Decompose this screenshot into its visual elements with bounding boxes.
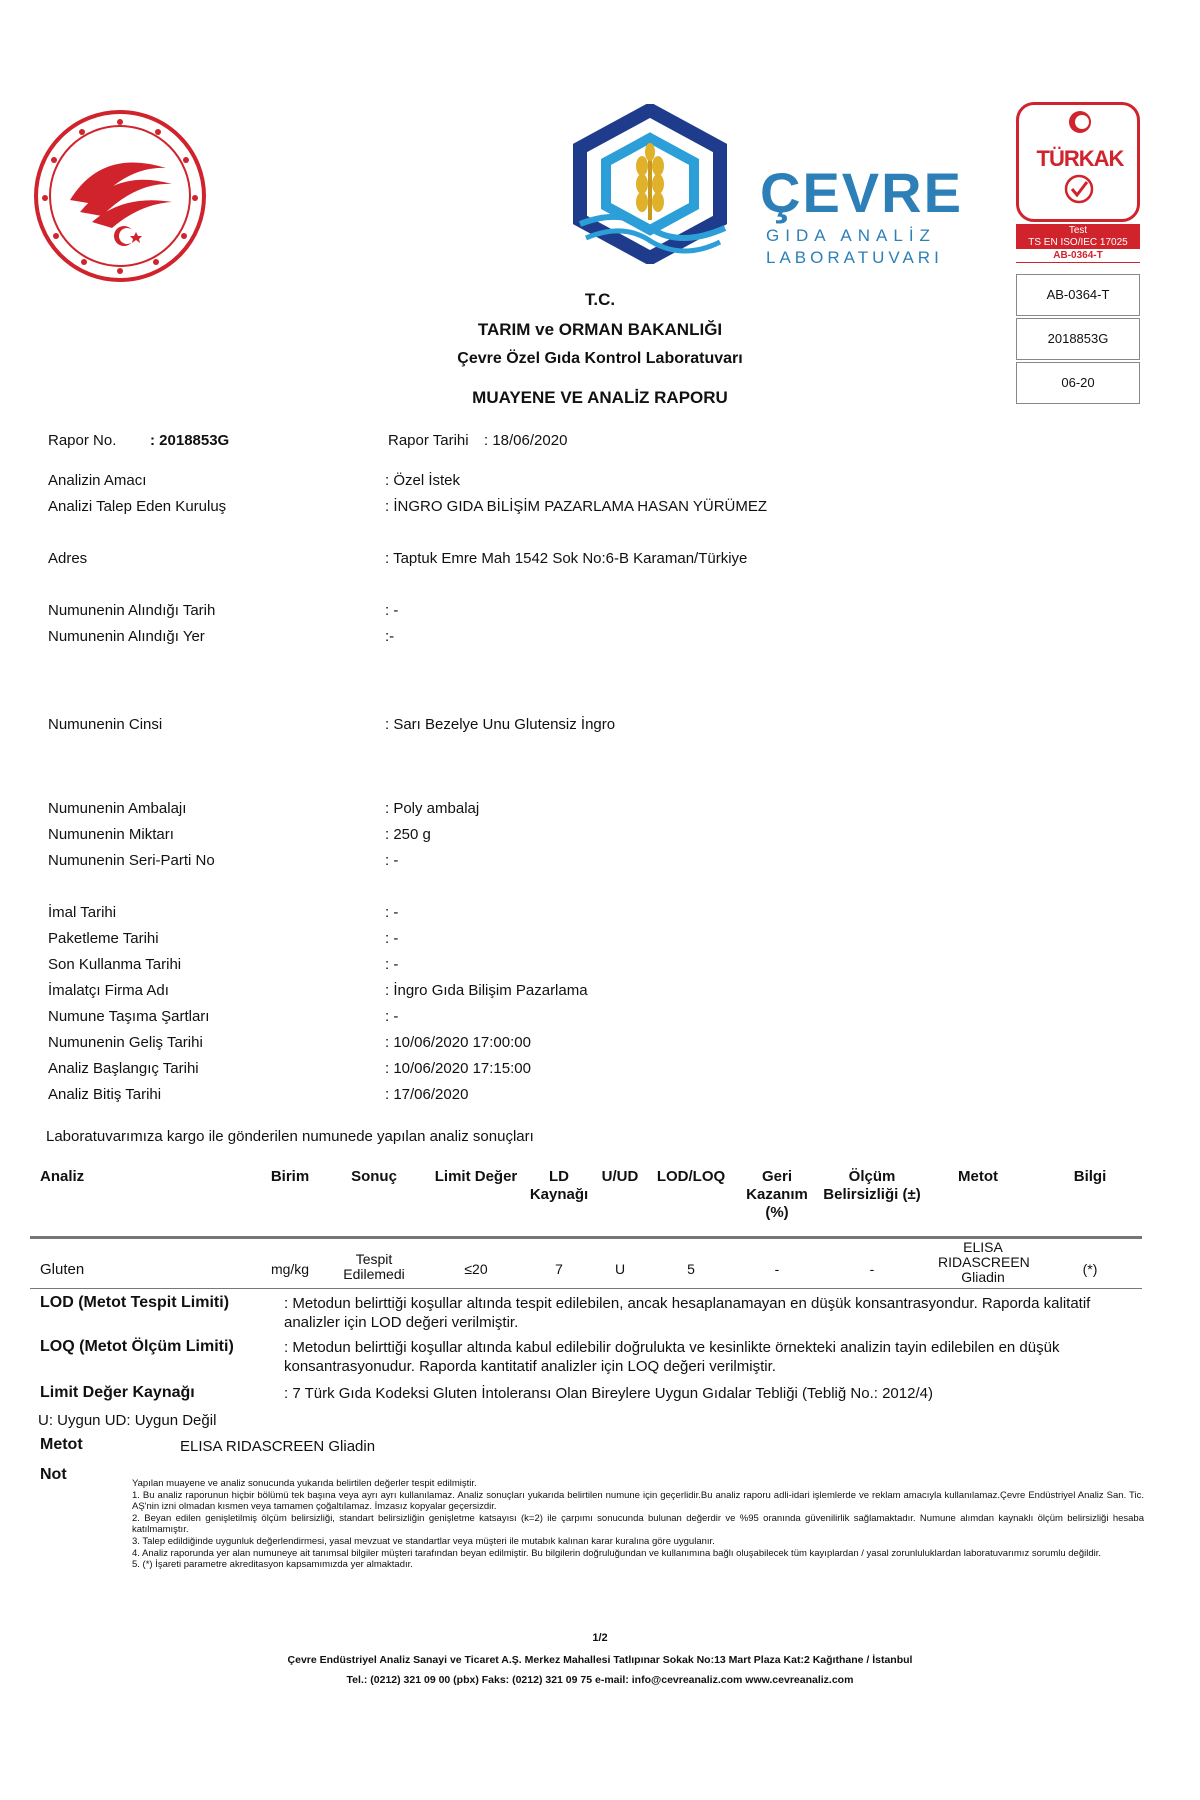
- field-label: Analiz Başlangıç Tarihi: [48, 1060, 199, 1077]
- field-value: : -: [385, 602, 399, 619]
- table-cell: 7: [555, 1261, 563, 1277]
- report-no-value: : 2018853G: [150, 432, 230, 449]
- field-value: : İngro Gıda Bilişim Pazarlama: [385, 982, 588, 999]
- turkak-crescent-icon: [1068, 110, 1092, 134]
- header-tc: T.C.: [584, 290, 616, 309]
- table-cell: -: [774, 1261, 780, 1277]
- turkak-strip-code: AB-0364-T: [1016, 249, 1140, 262]
- note-item: 2. Beyan edilen genişletilmiş ölçüm belirsizliği, standart belirsizliğin genişletme katsayısı (k=2) ile çarpımı sonucunda bulunan değerdir ve %95 oranında güvenilirlik sağlamaktadır. Numune alımdan kaynaklı ölçüm belirsizliği hesaba katılmamıştır.: [132, 1512, 1144, 1536]
- note-item: 1. Bu analiz raporunun hiçbir bölümü tek başına veya ayrı ayrı kullanılamaz. Analiz sonuçları yukarıda belirtilen numune için geçerlidir.Bu analiz raporu adli-idari işlemlerde ve reklam amacıyla kullanılamaz.Çevre Endüstriyel Analiz San. Tic. AŞ'nin izni olmadan kısmen veya tamamen çoğaltılamaz. İmzasız kopyalar geçersizdir.: [132, 1489, 1144, 1513]
- turkak-standard-strip: [1016, 224, 1140, 263]
- field-value: : 17/06/2020: [385, 1086, 469, 1103]
- field-value: : -: [385, 956, 399, 973]
- table-cell: U: [614, 1261, 626, 1277]
- field-label: Adres: [48, 550, 88, 567]
- field-label: Numune Taşıma Şartları: [48, 1008, 210, 1025]
- field-label: Son Kullanma Tarihi: [48, 956, 182, 973]
- table-header: Limit Değer: [434, 1168, 518, 1185]
- limit-source-label: Limit Değer Kaynağı: [40, 1384, 195, 1401]
- field-value: : -: [385, 904, 399, 921]
- loq-label: LOQ (Metot Ölçüm Limiti): [40, 1338, 234, 1355]
- table-header: U/UD: [601, 1168, 639, 1185]
- field-label: Numunenin Alındığı Tarih: [48, 602, 216, 619]
- field-value: : 10/06/2020 17:00:00: [385, 1034, 531, 1051]
- table-header: Analiz: [40, 1168, 85, 1185]
- header-ministry: TARIM ve ORMAN BAKANLIĞI: [477, 320, 723, 339]
- field-label: Numunenin Geliş Tarihi: [48, 1034, 203, 1051]
- field-value: : -: [385, 1008, 399, 1025]
- field-label: Analizin Amacı: [48, 472, 147, 489]
- limit-source-text: : 7 Türk Gıda Kodeksi Gluten İntoleransı Olan Bireylere Uygun Gıdalar Tebliği (Tebliğ No.: 2012/4): [284, 1385, 933, 1402]
- table-cell: Tespit Edilemedi: [343, 1251, 405, 1282]
- note-item: 3. Talep edildiğinde uygunluk değerlendirmesi, yasal mevzuat ve standartlar veya müşteri ile mutabık kalınan karar kuralına göre uygulanır.: [132, 1535, 715, 1547]
- report-date-value: : 18/06/2020: [484, 432, 568, 449]
- table-cell: (*): [1082, 1261, 1098, 1277]
- field-label: İmal Tarihi: [48, 904, 117, 921]
- accreditation-cell: 2018853G: [1016, 318, 1140, 360]
- field-value: : İNGRO GIDA BİLİŞİM PAZARLAMA HASAN YÜRÜMEZ: [385, 498, 768, 515]
- field-value: : Özel İstek: [385, 472, 461, 489]
- cevre-subtitle-2: LABORATUVARI: [766, 248, 943, 267]
- table-header: Geri Kazanım (%): [746, 1168, 808, 1221]
- field-value: : Sarı Bezelye Unu Glutensiz İngro: [385, 716, 616, 733]
- report-no-label: Rapor No.: [48, 432, 117, 449]
- field-label: Analizi Talep Eden Kuruluş: [48, 498, 227, 515]
- accreditation-cell: AB-0364-T: [1016, 274, 1140, 316]
- note-item: 4. Analiz raporunda yer alan numuneye ait tanımsal bilgiler müşteri tarafından beyan edilmiştir. Bu bilgilerin doğruluğundan ve kullanımına bağlı oluşabilecek tüm kayıplardan / yasal zorunluluklardan laboratuvarımız sorumlu değildir.: [132, 1547, 1102, 1559]
- table-row-rule: [30, 1288, 1142, 1289]
- checkmark-icon: [1064, 174, 1094, 204]
- note-label: Not: [40, 1466, 67, 1483]
- turkak-title: TÜRKAK: [1036, 146, 1124, 171]
- table-cell: mg/kg: [270, 1261, 310, 1277]
- page-title: MUAYENE VE ANALİZ RAPORU: [472, 388, 728, 407]
- page-number: 1/2: [592, 1632, 608, 1644]
- accreditation-cell: 06-20: [1016, 362, 1140, 404]
- lod-text: : Metodun belirttiği koşullar altında tespit edilebilen, ancak hesaplanamayan en düşük konsantrasyondur. Raporda kalitatif analizler için LOD değeri verilmiştir.: [284, 1295, 1091, 1331]
- ministry-seal-icon: [32, 108, 208, 284]
- footer-company: Çevre Endüstriyel Analiz Sanayi ve Ticaret A.Ş. Merkez Mahallesi Tatlıpınar Sokak No:13 Mart Plaza Kat:2 Kağıthane / İstanbul: [287, 1654, 913, 1666]
- table-header: Metot: [958, 1168, 998, 1185]
- cevre-brand-name: ÇEVRE: [760, 161, 963, 224]
- field-label: Numunenin Alındığı Yer: [48, 628, 205, 645]
- cevre-wheat-logo-icon: [560, 104, 740, 264]
- header-lab: Çevre Özel Gıda Kontrol Laboratuvarı: [457, 350, 743, 367]
- field-value: : -: [385, 852, 399, 869]
- note-item: Yapılan muayene ve analiz sonucunda yukarıda belirtilen değerler tespit edilmiştir.: [132, 1478, 477, 1489]
- table-header: Bilgi: [1073, 1168, 1107, 1185]
- field-value: : Poly ambalaj: [385, 800, 480, 817]
- field-value: : -: [385, 930, 399, 947]
- method-value: ELISA RIDASCREEN Gliadin: [180, 1438, 376, 1455]
- cevre-subtitle-1: GIDA ANALİZ: [766, 226, 936, 245]
- field-label: Analiz Bitiş Tarihi: [48, 1086, 162, 1103]
- table-header: LD Kaynağı: [529, 1168, 589, 1203]
- field-label: Paketleme Tarihi: [48, 930, 159, 947]
- legend-text: U: Uygun UD: Uygun Değil: [38, 1412, 217, 1429]
- table-cell: Gluten: [40, 1261, 85, 1278]
- table-header: Sonuç: [351, 1168, 397, 1185]
- method-label: Metot: [40, 1436, 83, 1453]
- table-cell: ≤20: [464, 1261, 488, 1277]
- field-value: :-: [385, 628, 395, 645]
- field-label: Numunenin Seri-Parti No: [48, 852, 215, 869]
- table-header: Ölçüm Belirsizliği (±): [823, 1168, 921, 1203]
- field-label: Numunenin Miktarı: [48, 826, 174, 843]
- results-intro: Laboratuvarımıza kargo ile gönderilen numunede yapılan analiz sonuçları: [46, 1128, 534, 1145]
- field-value: : Taptuk Emre Mah 1542 Sok No:6-B Karaman/Türkiye: [385, 550, 748, 567]
- table-cell: ELISA RIDASCREEN Gliadin: [938, 1239, 1030, 1285]
- field-label: Numunenin Ambalajı: [48, 800, 187, 817]
- loq-text: : Metodun belirttiği koşullar altında kabul edilebilir doğrulukta ve kesinlikte örnekteki analizin tayin edilebilen en düşük konsantrasyonudur. Raporda kantitatif analizler için LOQ değeri verilmiştir.: [284, 1339, 1060, 1375]
- field-label: Numunenin Cinsi: [48, 716, 163, 733]
- field-value: : 250 g: [385, 826, 431, 843]
- note-item: 5. (*) İşareti parametre akreditasyon kapsamımızda yer almaktadır.: [132, 1559, 413, 1571]
- footer-contact: Tel.: (0212) 321 09 00 (pbx) Faks: (0212) 321 09 75 e-mail: info@cevreanaliz.com www.cevreanaliz.com: [346, 1674, 854, 1686]
- table-header: Birim: [270, 1168, 310, 1185]
- notes-list: [132, 1478, 1144, 1571]
- field-value: : 10/06/2020 17:15:00: [385, 1060, 531, 1077]
- table-cell: 5: [687, 1261, 695, 1277]
- table-header: LOD/LOQ: [656, 1168, 726, 1185]
- field-label: İmalatçı Firma Adı: [48, 982, 169, 999]
- turkak-strip-test: Test: [1068, 225, 1088, 236]
- turkak-strip-standard: TS EN ISO/IEC 17025: [1028, 237, 1128, 248]
- lod-label: LOD (Metot Tespit Limiti): [40, 1294, 230, 1311]
- table-cell: -: [869, 1261, 875, 1277]
- report-date-label: Rapor Tarihi: [388, 432, 469, 449]
